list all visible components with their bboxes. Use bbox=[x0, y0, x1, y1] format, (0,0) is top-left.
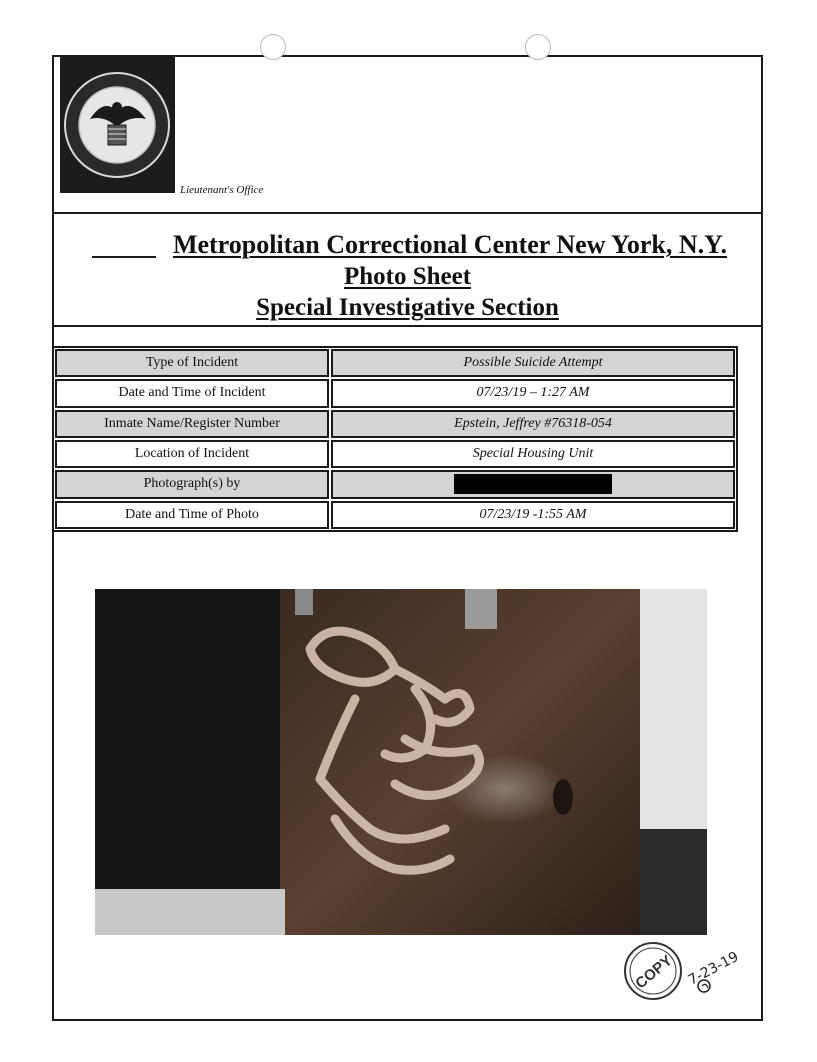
punch-hole-left bbox=[260, 34, 286, 60]
svg-text:COPY: COPY bbox=[632, 951, 676, 993]
incident-photo bbox=[95, 589, 707, 935]
label-type-of-incident: Type of Incident bbox=[55, 349, 329, 377]
section-title: Special Investigative Section bbox=[256, 294, 559, 321]
doj-bop-seal-icon bbox=[60, 57, 175, 193]
svg-text:7-23-19: 7-23-19 bbox=[685, 948, 742, 989]
office-label: Lieutenant's Office bbox=[180, 184, 264, 196]
facility-title: Metropolitan Correctional Center New York, N.Y. bbox=[172, 230, 728, 259]
incident-info-table bbox=[52, 346, 738, 532]
redaction-bar bbox=[454, 474, 612, 494]
sheet-title: Photo Sheet bbox=[343, 263, 472, 290]
handwritten-date bbox=[684, 942, 756, 1000]
label-inmate-name: Inmate Name/Register Number bbox=[55, 410, 329, 438]
header-divider bbox=[52, 212, 763, 214]
label-date-time-photo: Date and Time of Photo bbox=[55, 501, 329, 529]
label-location: Location of Incident bbox=[55, 440, 329, 468]
value-date-time-photo: 07/23/19 -1:55 AM bbox=[331, 501, 735, 529]
title-divider bbox=[52, 325, 763, 327]
value-location: Special Housing Unit bbox=[331, 440, 735, 468]
label-photographer: Photograph(s) by bbox=[55, 470, 329, 498]
label-date-time-incident: Date and Time of Incident bbox=[55, 379, 329, 407]
punch-hole-right bbox=[525, 34, 551, 60]
value-date-time-incident: 07/23/19 – 1:27 AM bbox=[331, 379, 735, 407]
value-type-of-incident: Possible Suicide Attempt bbox=[331, 349, 735, 377]
copy-stamp bbox=[622, 940, 684, 1002]
value-photographer bbox=[331, 470, 735, 498]
value-inmate-name: Epstein, Jeffrey #76318-054 bbox=[331, 410, 735, 438]
